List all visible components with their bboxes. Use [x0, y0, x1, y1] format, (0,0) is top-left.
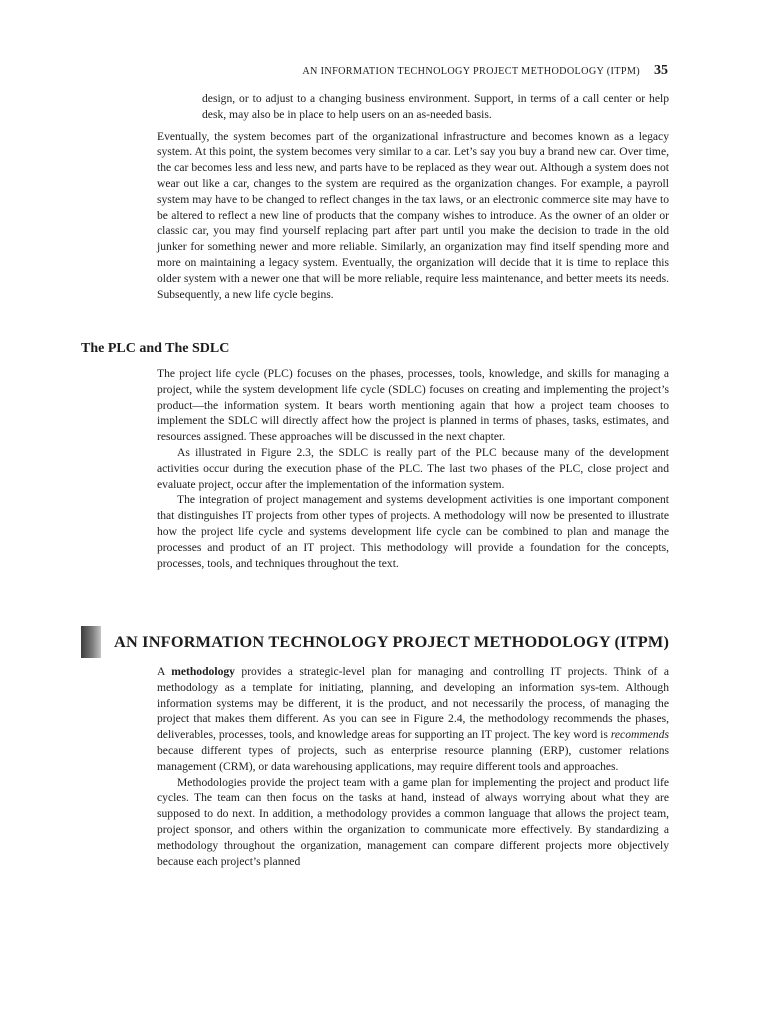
- emphasis-recommends: recommends: [610, 728, 669, 742]
- itpm-paragraph-1: [157, 664, 669, 775]
- continued-paragraph: design, or to adjust to a changing business environment. Support, in terms of a call center or help desk, may also be in place to help users on an as-needed basis.: [202, 92, 669, 121]
- running-title: AN INFORMATION TECHNOLOGY PROJECT METHODOLOGY (ITPM): [302, 66, 640, 77]
- heading-gradient-bar: [81, 626, 101, 658]
- p1-lead: A: [157, 665, 172, 678]
- page-number: 35: [654, 63, 668, 78]
- chapter-section-heading: [81, 626, 669, 658]
- plc-paragraph-1: The project life cycle (PLC) focuses on the phases, processes, tools, knowledge, and skills for managing a project, while the system development life cycle (SDLC) focuses on creating and implementing the project’s product—the information system. It bears worth mentioning again that how a project team chooses to implement the SDLC will directly affect how the project is planned in terms of phases, tasks, estimates, and resources assigned. These approaches will be discussed in the next chapter.: [157, 367, 669, 444]
- p1-part2: because different types of projects, such as enterprise resource planning (ERP), customer relations management (CRM), or data warehousing applications, may require different tools and approaches.: [157, 743, 669, 773]
- plc-paragraph-3: The integration of project management and systems development activities is one important component that distinguishes IT projects from other types of projects. A methodology will now be presented to illustrate how the project life cycle and systems development life cycle can be combined to plan and manage the processes and product of an IT project. This methodology will provide a foundation for the concepts, processes, tools, and techniques throughout the text.: [157, 493, 669, 570]
- section-heading-plc-sdlc: The PLC and The SDLC: [81, 341, 230, 356]
- section-heading-itpm: AN INFORMATION TECHNOLOGY PROJECT METHODOLOGY (ITPM): [114, 632, 670, 651]
- p1-part1: provides a strategic-level plan for managing and controlling IT projects. Think of a methodology as a template for initiating, planning, and developing an information sys-tem. Although information systems may be different, it is the product, and not necessarily the process, of managing the project that makes them different. As you can see in Figure 2.4, the methodology recommends the phases, deliverables, processes, tools, and knowledge areas for supporting an IT project. The key word is: [157, 665, 669, 742]
- plc-paragraph-2: As illustrated in Figure 2.3, the SDLC is really part of the PLC because many of the development activities occur during the execution phase of the PLC. The last two phases of the PLC, close project and evaluate project, occur after the implementation of the information system.: [157, 445, 669, 491]
- legacy-system-paragraph: Eventually, the system becomes part of the organizational infrastructure and becomes known as a legacy system. At this point, the system becomes very similar to a car. Let’s say you buy a brand new car. Over time, the car becomes less and less new, and parts have to be replaced as they wear out. Although a system does not wear out like a car, changes to the system are required as the organization changes. For example, a payroll system may have to be changed to reflect changes in the tax laws, or an electronic commerce site may have to be altered to reflect a new line of products that the company wishes to introduce. As the owner of an older or classic car, you may find yourself replacing part after part until you make the decision to trade in the old junker for something newer and more reliable. Similarly, an organization may find itself spending more and more on maintaining a legacy system. Eventually, the organization will decide that it is time to replace this older system with a newer one that will be more reliable, require less maintenance, and better meets its needs. Subsequently, a new life cycle begins.: [157, 129, 669, 301]
- itpm-section: [157, 664, 669, 869]
- itpm-paragraph-2: Methodologies provide the project team with a game plan for implementing the project and product life cycles. The team can then focus on the tasks at hand, instead of always worrying about what they are supposed to do next. In addition, a methodology provides a common language that allows the project team, project sponsor, and others within the organization to communicate more effectively. By standardizing a methodology throughout the organization, management can compare different projects more objectively because each project’s planned: [157, 775, 669, 868]
- plc-sdlc-section: [157, 366, 669, 571]
- running-header: [302, 63, 668, 79]
- intro-section: [157, 91, 669, 302]
- term-methodology: methodology: [171, 665, 235, 678]
